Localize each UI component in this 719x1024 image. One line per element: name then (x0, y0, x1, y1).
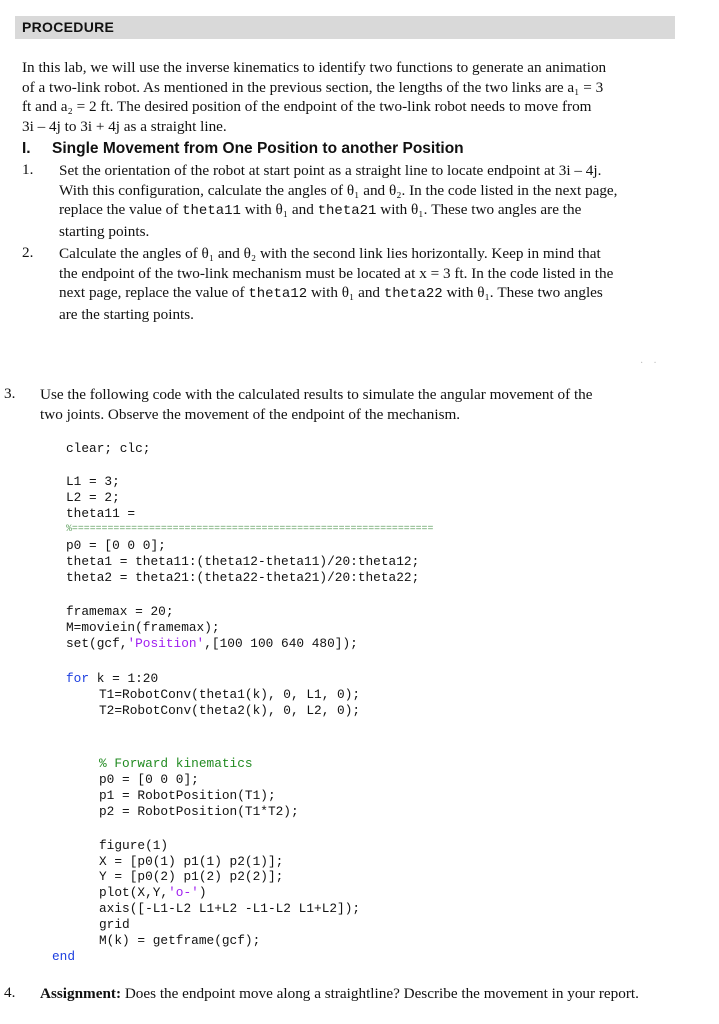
code-line: axis([-L1-L2 L1+L2 -L1-L2 L1+L2]); (99, 901, 361, 916)
section-title: Single Movement from One Position to another Position (52, 140, 464, 157)
intro-line: 3i – 4j to 3i + 4j as a straight line. (22, 117, 227, 135)
step-line: With this configuration, calculate the angles of θ₁ and θ₂. In the code listed in the next page, (59, 181, 618, 199)
code-line: T1=RobotConv(theta1(k), 0, L1, 0); (99, 687, 361, 702)
step-number: 3. (4, 385, 16, 402)
code-line: p2 = RobotPosition(T1*T2); (99, 804, 299, 819)
intro-line: In this lab, we will use the inverse kinematics to identify two functions to generate an animation (22, 59, 607, 76)
intro-line: ft and a₂ = 2 ft. The desired position of the endpoint of the two-link robot needs to move from (22, 98, 592, 116)
code-line: L2 = 2; (66, 490, 120, 505)
code-keyword: end (52, 949, 76, 964)
code-token: set(gcf, (66, 636, 128, 651)
code-comment-separator: %============================================================= (66, 523, 434, 534)
code-token: ,[100 100 640 480]); (204, 636, 358, 651)
code-line: T2=RobotConv(theta2(k), 0, L2, 0); (99, 703, 361, 718)
procedure-heading: PROCEDURE (22, 19, 115, 35)
step-2-text (59, 244, 675, 324)
variable-name: theta22 (383, 286, 443, 303)
code-line: Y = [p0(2) p1(2) p2(2)]; (99, 869, 284, 884)
step-line (59, 200, 675, 222)
step-1-text (59, 161, 675, 241)
assignment-text (40, 984, 680, 1004)
assignment-label: Assignment: (40, 985, 122, 1002)
code-line: theta11 = (66, 506, 136, 521)
code-keyword: for (66, 671, 90, 686)
step-text: with θ₁ and (310, 284, 381, 302)
section-number: I. (22, 140, 31, 157)
code-line: p1 = RobotPosition(T1); (99, 788, 276, 803)
code-comment: % Forward kinematics (99, 756, 253, 771)
step-number: 1. (22, 161, 34, 178)
intro-line: of a two-link robot. As mentioned in the previous section, the lengths of the two links are a₁ = 3 (22, 78, 604, 96)
code-string: 'Position' (127, 636, 205, 651)
code-line: L1 = 3; (66, 474, 120, 489)
step-number: 2. (22, 244, 34, 261)
code-line: M(k) = getframe(gcf); (99, 933, 261, 948)
assignment-question: Does the endpoint move along a straightline? Describe the movement in your report. (124, 985, 639, 1002)
code-line (66, 636, 358, 652)
step-text: with θ₁. These two angles (446, 284, 603, 302)
code-line: grid (99, 917, 130, 932)
step-text: with θ₁. These two angles are the (380, 201, 582, 219)
code-line (99, 885, 207, 901)
code-line: clear; clc; (66, 441, 151, 456)
code-token: k = 1:20 (89, 671, 159, 686)
page-break-mark: · · (640, 358, 657, 369)
step-line: two joints. Observe the movement of the endpoint of the mechanism. (40, 405, 461, 423)
code-token: plot(X,Y, (99, 885, 169, 900)
step-text: replace the value of (59, 201, 179, 219)
step-line: are the starting points. (59, 305, 194, 323)
step-line (59, 283, 675, 305)
variable-name: theta12 (248, 286, 308, 303)
step-number: 4. (4, 984, 16, 1001)
step-text: next page, replace the value of (59, 284, 245, 302)
step-3-text (40, 385, 675, 424)
step-line: the endpoint of the two-link mechanism must be located at x = 3 ft. In the code listed in the (59, 264, 614, 282)
code-token: ) (198, 885, 207, 900)
step-text: with θ₁ and (244, 201, 314, 219)
step-line: Calculate the angles of θ₁ and θ₂ with the second link lies horizontally. Keep in mind that (59, 245, 601, 262)
code-line: p0 = [0 0 0]; (99, 772, 199, 787)
code-line: theta2 = theta21:(theta22-theta21)/20:theta22; (66, 570, 420, 585)
variable-name: theta11 (182, 203, 241, 220)
code-line: X = [p0(1) p1(1) p2(1)]; (99, 854, 284, 869)
intro-paragraph (22, 58, 674, 136)
variable-name: theta21 (317, 203, 377, 220)
code-line: framemax = 20; (66, 604, 174, 619)
step-line: starting points. (59, 222, 150, 240)
code-line: M=moviein(framemax); (66, 620, 220, 635)
code-line (66, 671, 158, 687)
step-line: Set the orientation of the robot at start point as a straight line to locate endpoint at 3i – 4j. (59, 162, 602, 179)
code-string: 'o-' (168, 885, 199, 900)
step-line: Use the following code with the calculated results to simulate the angular movement of the (40, 386, 593, 403)
code-line: theta1 = theta11:(theta12-theta11)/20:theta12; (66, 554, 420, 569)
code-line: p0 = [0 0 0]; (66, 538, 166, 553)
code-line: figure(1) (99, 838, 169, 853)
